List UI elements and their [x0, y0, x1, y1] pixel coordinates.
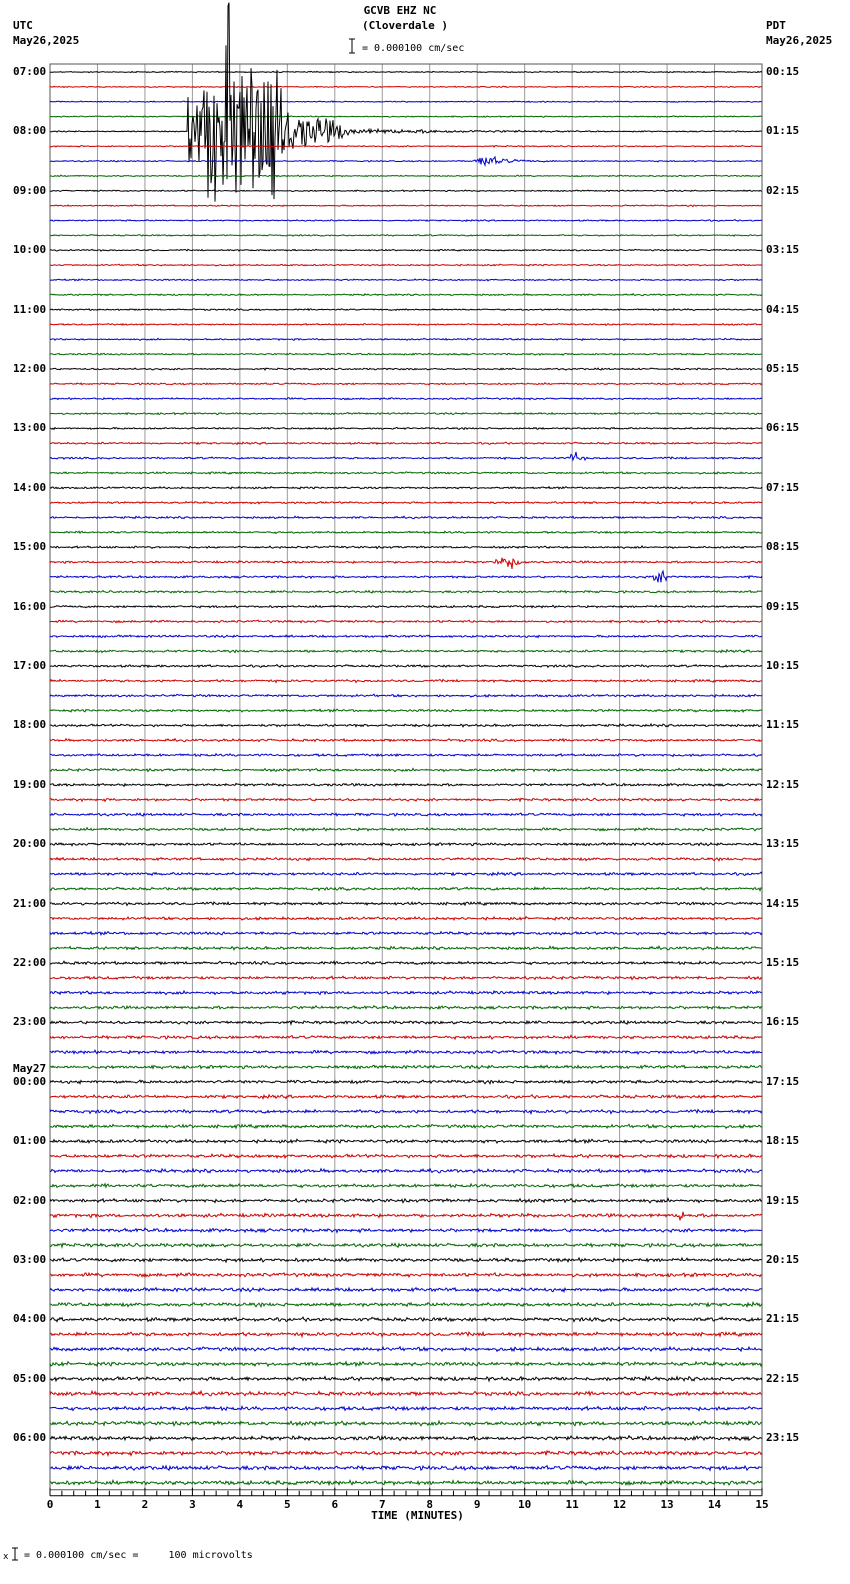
trace-33: [50, 558, 762, 569]
trace-37: [50, 620, 762, 623]
trace-17: [50, 324, 762, 326]
utc-hour-label: 04:00: [13, 1312, 47, 1326]
trace-22: [50, 398, 762, 400]
trace-24: [50, 428, 762, 430]
trace-48: [50, 783, 762, 786]
trace-2: [50, 101, 762, 102]
seismic-traces: [50, 3, 762, 1485]
utc-hour-label: 23:00: [13, 1015, 47, 1029]
station-title: GCVB EHZ NC: [363, 4, 437, 17]
trace-93: [50, 1451, 762, 1456]
trace-7: [50, 175, 762, 177]
trace-60: [50, 961, 762, 964]
utc-hour-label: 06:00: [13, 1431, 47, 1445]
trace-29: [50, 502, 762, 504]
trace-19: [50, 353, 762, 355]
trace-13: [50, 264, 762, 266]
trace-82: [50, 1288, 762, 1292]
trace-75: [50, 1184, 762, 1188]
pdt-hour-label: 03:15: [766, 243, 800, 257]
pdt-hour-label: 15:15: [766, 956, 800, 969]
utc-hour-label: 22:00: [13, 956, 47, 969]
pdt-hour-label: 07:15: [766, 480, 800, 494]
trace-52: [50, 843, 762, 846]
x-tick-label: 12: [612, 1497, 627, 1511]
trace-65: [50, 1035, 762, 1039]
trace-21: [50, 383, 762, 385]
footer-scale-prefix: x: [3, 1552, 9, 1562]
date-change-label: May27: [13, 1061, 47, 1075]
trace-42: [50, 694, 762, 697]
pdt-hour-label: 16:15: [766, 1015, 800, 1029]
utc-hour-label: 17:00: [13, 659, 47, 672]
left-date: May26,2025: [13, 34, 80, 47]
station-location: (Cloverdale ): [361, 19, 449, 32]
footer-scale-note: = 0.000100 cm/sec = 100 microvolts: [24, 1550, 253, 1561]
trace-67: [50, 1065, 762, 1069]
x-tick-label: 11: [565, 1497, 579, 1511]
utc-hour-label: 19:00: [13, 777, 47, 791]
trace-72: [50, 1139, 762, 1143]
trace-89: [50, 1391, 762, 1396]
pdt-hour-label: 18:15: [766, 1134, 800, 1148]
utc-hour-label: 01:00: [13, 1134, 47, 1148]
trace-12: [50, 249, 762, 251]
x-tick-label: 13: [660, 1497, 674, 1511]
pdt-hour-label: 08:15: [766, 540, 800, 554]
trace-59: [50, 946, 762, 950]
trace-31: [50, 531, 762, 533]
trace-68: [50, 1080, 762, 1084]
trace-34: [50, 571, 762, 582]
trace-81: [50, 1273, 762, 1277]
trace-57: [50, 917, 762, 920]
trace-23: [50, 413, 762, 415]
trace-49: [50, 798, 762, 801]
x-tick-label: 8: [426, 1497, 434, 1511]
pdt-hour-label: 23:15: [766, 1431, 800, 1445]
pdt-hour-label: 04:15: [766, 302, 800, 316]
x-tick-label: 2: [141, 1497, 149, 1511]
x-tick-label: 5: [284, 1497, 291, 1511]
trace-69: [50, 1095, 762, 1099]
trace-91: [50, 1421, 762, 1426]
pdt-hour-label: 09:15: [766, 599, 800, 613]
utc-hour-label: 21:00: [13, 896, 47, 910]
utc-hour-label: 13:00: [13, 421, 47, 435]
x-tick-label: 1: [94, 1497, 101, 1511]
pdt-hour-label: 13:15: [766, 837, 800, 851]
trace-62: [50, 991, 762, 995]
trace-45: [50, 739, 762, 742]
trace-87: [50, 1362, 762, 1366]
utc-hour-label: 14:00: [13, 480, 47, 494]
x-tick-label: 0: [46, 1497, 54, 1511]
trace-86: [50, 1347, 762, 1352]
utc-hour-label: 05:00: [13, 1371, 47, 1385]
x-tick-label: 6: [331, 1497, 339, 1511]
trace-78: [50, 1228, 762, 1232]
trace-14: [50, 279, 762, 281]
pdt-hour-label: 12:15: [766, 777, 800, 791]
trace-9: [50, 205, 762, 207]
trace-88: [50, 1377, 762, 1381]
trace-56: [50, 902, 762, 905]
trace-30: [50, 516, 762, 518]
trace-11: [50, 235, 762, 237]
utc-hour-label: 12:00: [13, 362, 47, 375]
utc-hour-label: 02:00: [13, 1193, 47, 1207]
x-tick-label: 10: [518, 1497, 532, 1511]
trace-5: [50, 146, 762, 147]
x-tick-label: 4: [236, 1497, 244, 1511]
trace-6: [50, 157, 762, 165]
pdt-hour-label: 05:15: [766, 362, 800, 375]
trace-36: [50, 605, 762, 608]
trace-54: [50, 872, 762, 875]
right-timezone: PDT: [766, 19, 786, 32]
utc-hour-label: 16:00: [13, 599, 47, 613]
trace-83: [50, 1302, 762, 1306]
trace-26: [50, 452, 762, 460]
pdt-hour-label: 20:15: [766, 1253, 800, 1266]
x-tick-label: 7: [378, 1497, 386, 1511]
trace-80: [50, 1258, 762, 1262]
utc-hour-label: 10:00: [13, 243, 47, 257]
utc-hour-label: 07:00: [13, 65, 47, 78]
x-tick-label: 3: [189, 1497, 196, 1511]
pdt-hour-label: 19:15: [766, 1193, 800, 1207]
trace-94: [50, 1466, 762, 1471]
pdt-hour-label: 17:15: [766, 1074, 800, 1088]
trace-85: [50, 1332, 762, 1337]
utc-hour-label: 00:00: [13, 1074, 47, 1088]
trace-16: [50, 309, 762, 311]
trace-32: [50, 546, 762, 549]
pdt-hour-label: 10:15: [766, 659, 800, 672]
x-tick-label: 9: [473, 1497, 481, 1511]
trace-84: [50, 1317, 762, 1322]
utc-hour-label: 08:00: [13, 124, 47, 138]
trace-90: [50, 1406, 762, 1410]
trace-38: [50, 635, 762, 638]
trace-53: [50, 858, 762, 861]
trace-47: [50, 768, 762, 771]
trace-77: [50, 1212, 762, 1221]
trace-15: [50, 294, 762, 296]
trace-46: [50, 754, 762, 757]
pdt-hour-label: 02:15: [766, 183, 800, 197]
x-tick-label: 15: [755, 1497, 769, 1511]
utc-hour-label: 03:00: [13, 1253, 47, 1266]
pdt-hour-label: 11:15: [766, 718, 800, 732]
utc-hour-label: 20:00: [13, 837, 47, 851]
trace-1: [50, 86, 762, 87]
trace-20: [50, 368, 762, 370]
pdt-hour-label: 00:15: [766, 65, 800, 78]
trace-18: [50, 338, 762, 340]
trace-50: [50, 813, 762, 816]
trace-79: [50, 1243, 762, 1247]
trace-95: [50, 1480, 762, 1485]
trace-64: [50, 1021, 762, 1024]
trace-71: [50, 1124, 762, 1128]
trace-28: [50, 487, 762, 489]
trace-76: [50, 1199, 762, 1203]
trace-39: [50, 650, 762, 653]
utc-hour-label: 09:00: [13, 183, 47, 197]
trace-35: [50, 591, 762, 593]
trace-40: [50, 665, 762, 668]
time-axis: [47, 1488, 769, 1511]
trace-70: [50, 1110, 762, 1114]
trace-44: [50, 724, 762, 727]
left-timezone: UTC: [13, 19, 33, 32]
trace-0: [50, 71, 762, 72]
scale-label: = 0.000100 cm/sec: [362, 43, 465, 54]
trace-74: [50, 1169, 762, 1173]
trace-58: [50, 932, 762, 935]
x-tick-label: 14: [707, 1497, 722, 1511]
right-date: May26,2025: [766, 34, 833, 47]
pdt-hour-label: 01:15: [766, 124, 800, 138]
trace-8: [50, 190, 762, 192]
pdt-hour-label: 22:15: [766, 1371, 800, 1385]
trace-41: [50, 680, 762, 683]
trace-43: [50, 709, 762, 712]
trace-63: [50, 1006, 762, 1010]
x-axis-label: TIME (MINUTES): [371, 1509, 464, 1522]
trace-51: [50, 828, 762, 831]
trace-10: [50, 220, 762, 222]
trace-73: [50, 1154, 762, 1158]
trace-55: [50, 887, 762, 890]
utc-hour-label: 11:00: [13, 302, 47, 316]
utc-hour-label: 18:00: [13, 718, 47, 732]
trace-25: [50, 442, 762, 444]
trace-3: [50, 116, 762, 117]
trace-27: [50, 472, 762, 474]
pdt-hour-label: 14:15: [766, 896, 800, 910]
pdt-hour-label: 06:15: [766, 421, 800, 435]
trace-92: [50, 1436, 762, 1441]
trace-66: [50, 1050, 762, 1054]
pdt-hour-label: 21:15: [766, 1312, 800, 1326]
trace-61: [50, 976, 762, 979]
utc-hour-label: 15:00: [13, 540, 47, 554]
